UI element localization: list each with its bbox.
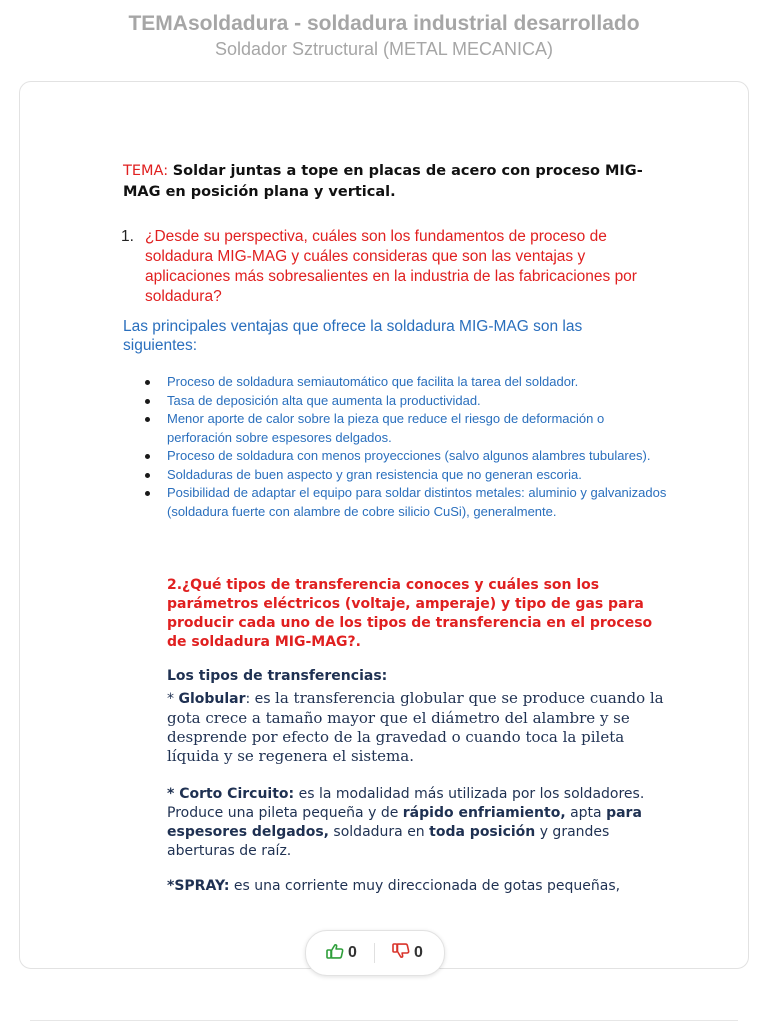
vote-divider [374, 943, 375, 963]
tema-heading [123, 161, 663, 203]
page-subtitle: Soldador Sztructural (METAL MECANICA) [214, 39, 554, 59]
list-item: Posibilidad de adaptar el equipo para soldar distintos metales: aluminio y galvanizados (soldadura fuerte con alambre de cobre silicio CuSi), generalmente. [167, 484, 667, 521]
downvote-button[interactable] [392, 942, 423, 964]
question-1-number: 1. [121, 228, 134, 245]
spray-label: *SPRAY: [167, 878, 230, 894]
footer-divider [30, 1020, 738, 1021]
advantages-intro: Las principales ventajas que ofrece la soldadura MIG-MAG son las siguientes: [123, 318, 583, 354]
tema-label: TEMA: [123, 163, 169, 179]
question-1 [121, 227, 655, 307]
globular-paragraph: * Globular: es la transferencia globular que se produce cuando la gota crece a tamaño mayor que el diámetro del alambre y se desprende por efecto de la gravedad o cuando toca la pileta líquida y se regenera el sistema. [167, 689, 664, 765]
document-body [121, 161, 667, 894]
question-2: 2.¿Qué tipos de transferencia conoces y cuáles son los parámetros eléctricos (voltaje, amperaje) y tipo de gas para producir cada uno de los tipos de transferencia en el proceso de soldadura MIG-MAG?. [167, 577, 653, 650]
vote-widget [305, 930, 445, 976]
question-1-text: ¿Desde su perspectiva, cuáles son los fundamentos de proceso de soldadura MIG-MAG y cuáles consideras que son las ventajas y aplicaciones más sobresalientes en la industria de las fabricaciones por soldadura? [145, 228, 637, 305]
list-item: Menor aporte de calor sobre la pieza que reduce el riesgo de deformación o perforación sobre espesores delgados. [167, 410, 667, 447]
list-item: Tasa de deposición alta que aumenta la productividad. [167, 392, 667, 411]
globular-text: la transferencia globular que se produce cuando la gota crece a tamaño mayor que el diámetro del alambre y se desprende por efecto de la gravedad o cuando toca la pileta líquida y se regenera el sistema. [167, 689, 664, 765]
list-item: Soldaduras de buen aspecto y gran resistencia que no generan escoria. [167, 466, 667, 485]
list-item: Proceso de soldadura con menos proyecciones (salvo algunos alambres tubulares). [167, 447, 667, 466]
short-circuit-label: * Corto Circuito: [167, 786, 295, 802]
upvote-count: 0 [348, 944, 357, 961]
upvote-button[interactable] [326, 942, 357, 964]
transfer-types-title: Los tipos de transferencias: [167, 668, 388, 684]
tema-text: Soldar juntas a tope en placas de acero con proceso MIG-MAG en posición plana y vertical. [123, 163, 643, 200]
short-circuit-paragraph: * Corto Circuito: es la modalidad más utilizada por los soldadores. Produce una pileta pequeña y de rápido enfriamiento, apta para espesores delgados, soldadura en toda posición y grandes aberturas de raíz. [167, 786, 645, 859]
thumbs-down-icon [392, 943, 410, 964]
page-title: TEMAsoldadura - soldadura industrial desarrollado [128, 12, 640, 35]
globular-label: Globular [178, 691, 246, 707]
thumbs-up-icon [326, 943, 344, 964]
list-item: Proceso de soldadura semiautomático que facilita la tarea del soldador. [167, 373, 667, 392]
spray-paragraph: *SPRAY: es una corriente muy direccionada de gotas pequeñas, [167, 878, 621, 894]
downvote-count: 0 [414, 944, 423, 961]
advantages-list [167, 373, 667, 521]
